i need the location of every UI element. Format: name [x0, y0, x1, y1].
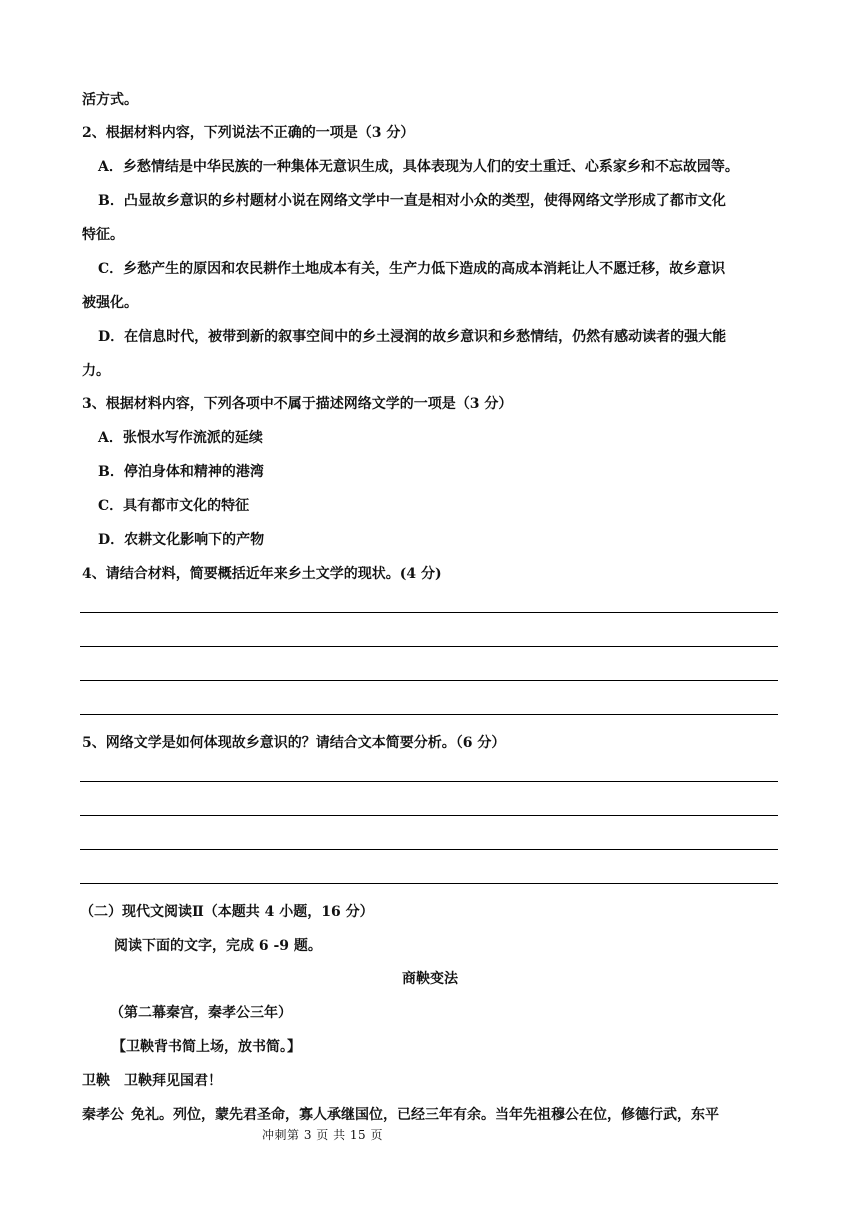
speaker: 秦孝公	[82, 1107, 124, 1123]
stage-direction: 【卫鞅背书简上场，放书简。】	[112, 1039, 301, 1055]
answer-line	[80, 781, 778, 782]
question-4: 4、请结合材料，简要概括近年来乡土文学的现状。(4 分)	[82, 566, 442, 582]
scene-note: （第二幕秦宫，秦孝公三年）	[110, 1005, 292, 1021]
question-5: 5、网络文学是如何体现故乡意识的？请结合文本简要分析。（6 分）	[82, 735, 506, 751]
section-heading: （二）现代文阅读Ⅱ（本题共 4 小题，16 分）	[80, 904, 374, 920]
option-2c-line1: C．乡愁产生的原因和农民耕作土地成本有关，生产力低下造成的高成本消耗让人不愿迁移，故乡意识	[98, 261, 726, 277]
answer-line	[80, 714, 778, 715]
dialogue-line	[82, 1072, 222, 1090]
instruction: 阅读下面的文字，完成 6 -9 题。	[114, 938, 322, 954]
text-line: 活方式。	[82, 92, 138, 108]
option-2b-line1: B．凸显故乡意识的乡村题材小说在网络文学中一直是相对小众的类型，使得网络文学形成了都市文化	[98, 193, 726, 209]
speech: 免礼。列位，蒙先君圣命，寡人承继国位，已经三年有余。当年先祖穆公在位，修德行武，东平	[131, 1107, 719, 1123]
play-title: 商鞅变法	[402, 971, 458, 987]
answer-line	[80, 883, 778, 884]
option-2b-line2: 特征。	[82, 227, 124, 243]
speech: 卫鞅拜见国君！	[124, 1073, 222, 1089]
answer-line	[80, 612, 778, 613]
question-3: 3、根据材料内容，下列各项中不属于描述网络文学的一项是（3 分）	[82, 396, 513, 412]
option-3c: C．具有都市文化的特征	[98, 498, 250, 514]
option-3b: B．停泊身体和精神的港湾	[98, 464, 264, 480]
option-2a: A．乡愁情结是中华民族的一种集体无意识生成，具体表现为人们的安土重迁、心系家乡和不忘故园等。	[98, 159, 739, 175]
option-2d-line2: 力。	[82, 363, 110, 379]
speaker: 卫鞅	[82, 1073, 110, 1089]
option-2d-line1: D．在信息时代，被带到新的叙事空间中的乡土浸润的故乡意识和乡愁情结，仍然有感动读者的强大能	[98, 329, 727, 345]
page-footer: 冲刺第 3 页 共 15 页	[262, 1128, 383, 1142]
dialogue-line	[82, 1106, 719, 1124]
question-2: 2、根据材料内容，下列说法不正确的一项是（3 分）	[82, 125, 415, 141]
answer-line	[80, 646, 778, 647]
option-3d: D．农耕文化影响下的产物	[98, 532, 265, 548]
answer-line	[80, 849, 778, 850]
option-3a: A．张恨水写作流派的延续	[98, 430, 263, 446]
option-2c-line2: 被强化。	[82, 295, 138, 311]
answer-line	[80, 680, 778, 681]
answer-line	[80, 815, 778, 816]
